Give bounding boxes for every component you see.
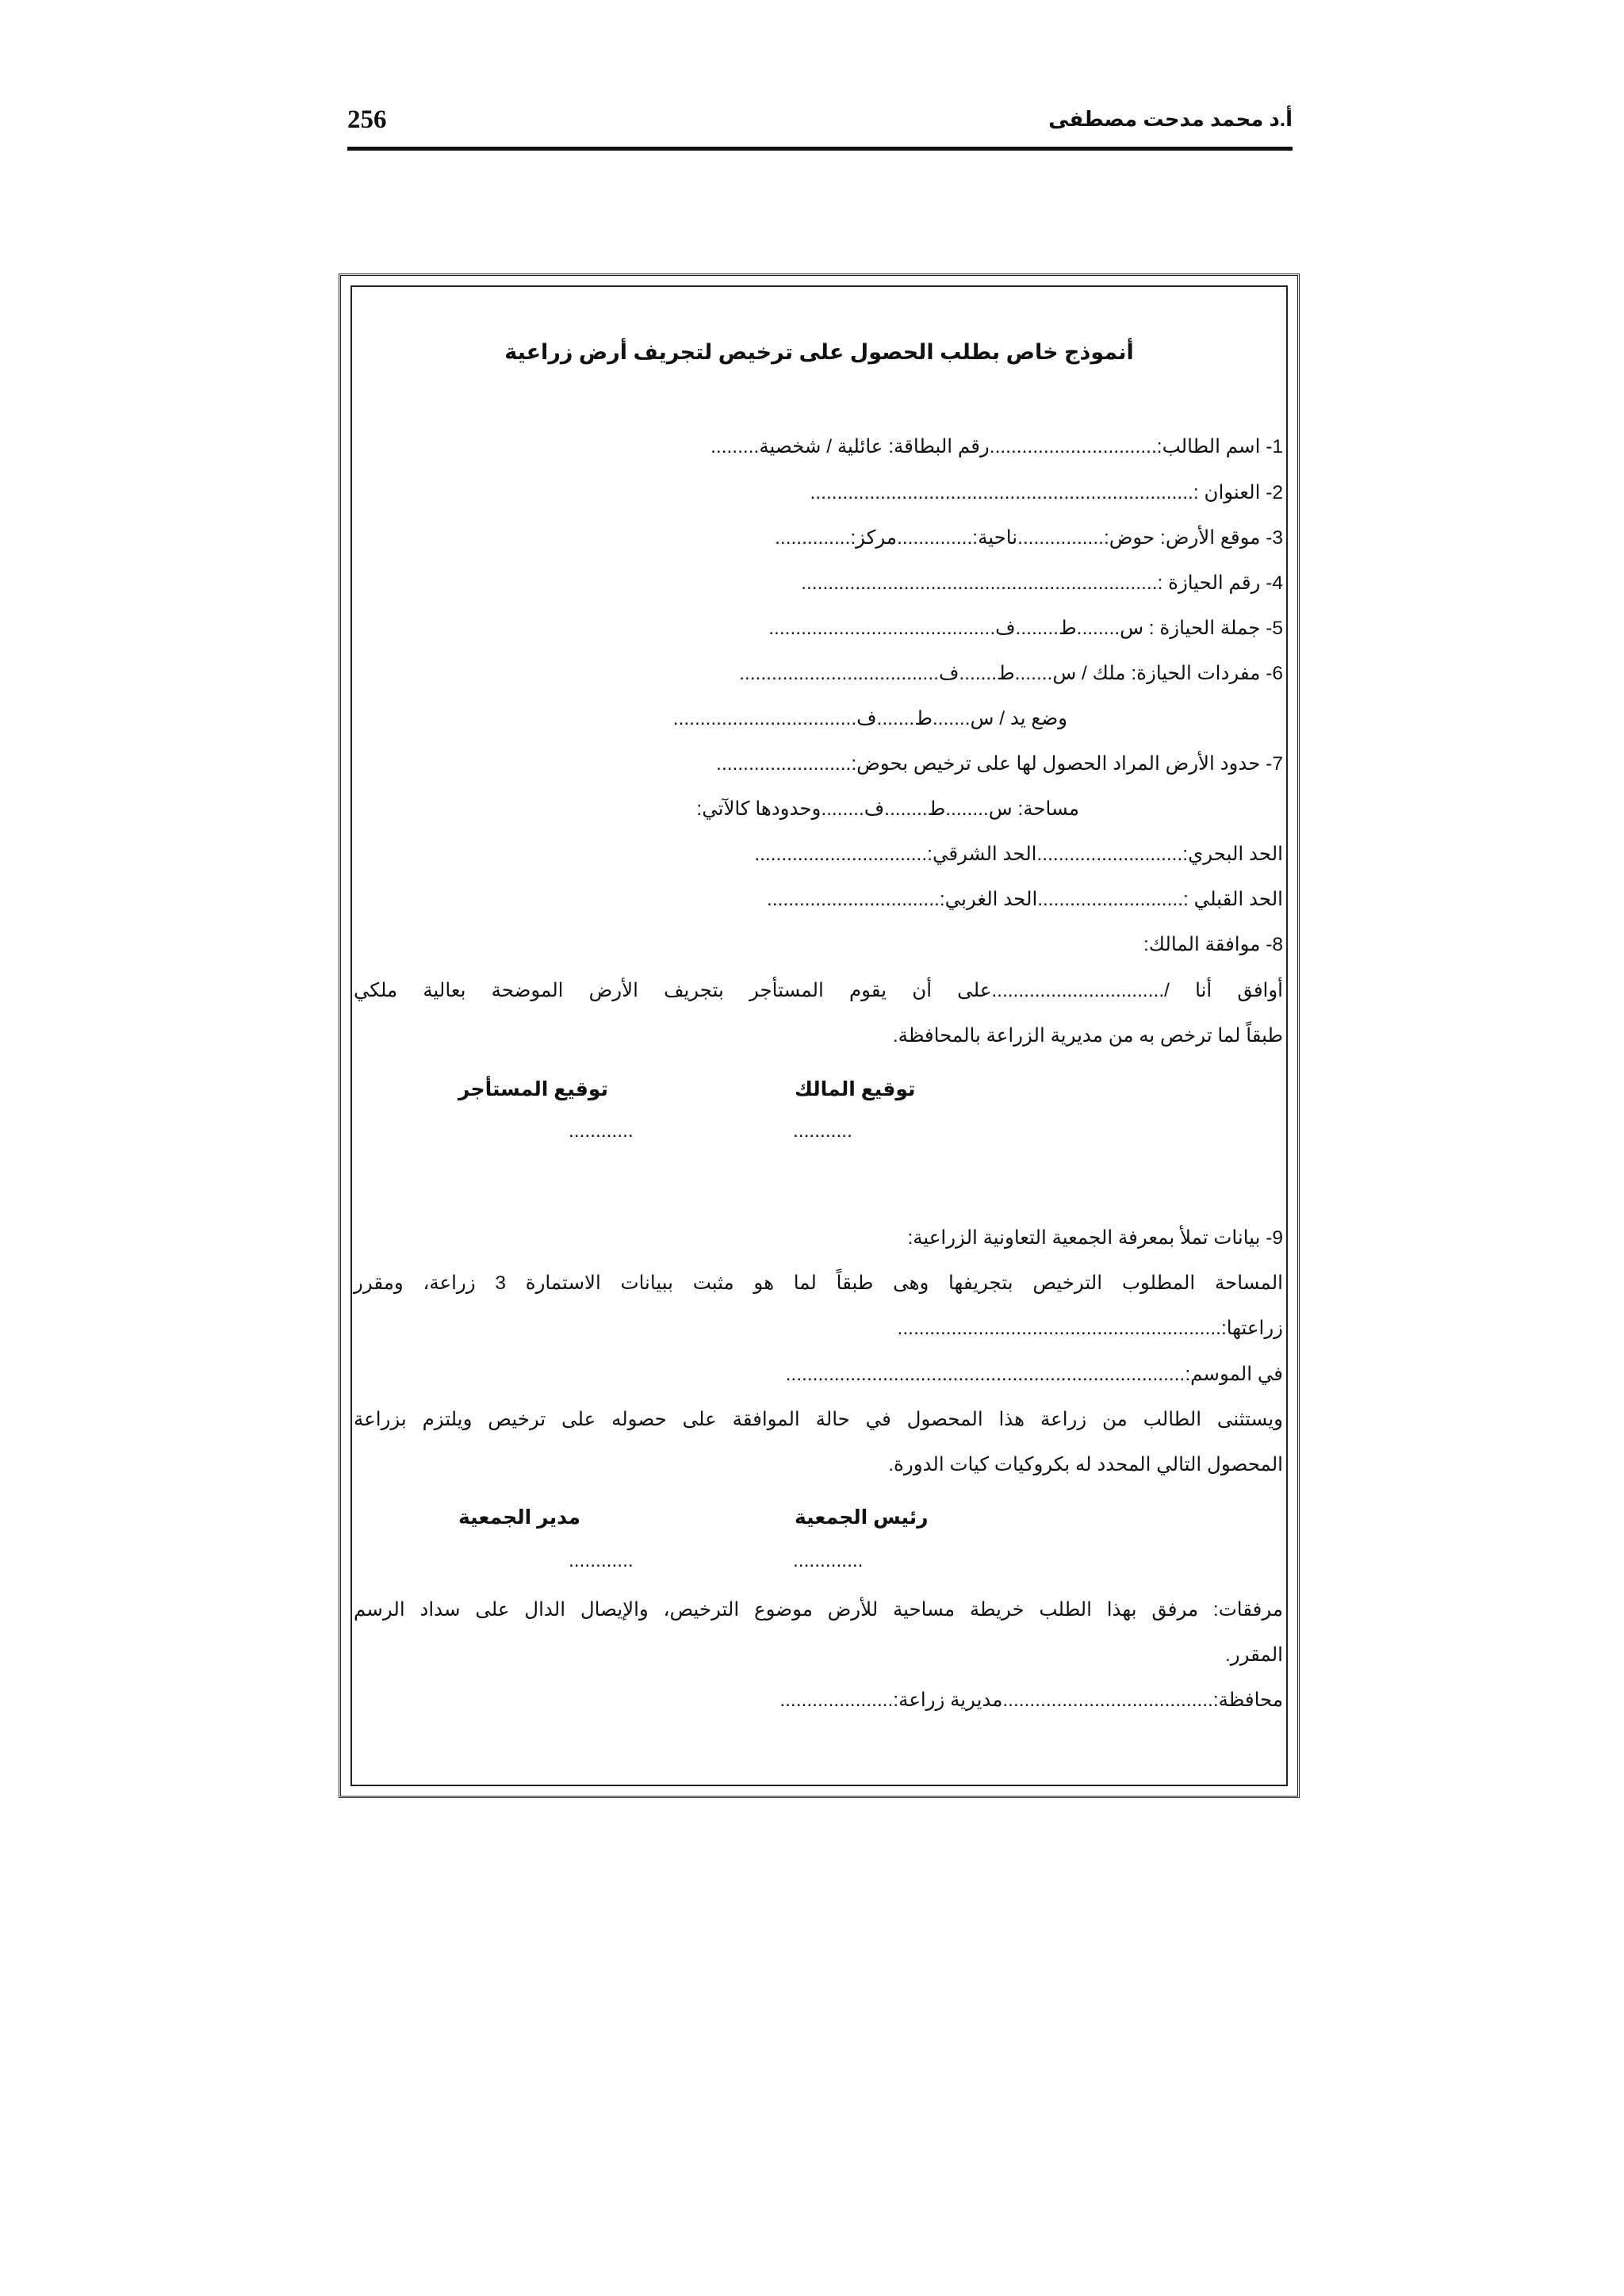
president-signature-line: ............. bbox=[793, 1550, 864, 1571]
field-applicant-name: 1- اسم الطالب:...............................رقم البطاقة: عائلية / شخصية......... bbox=[710, 436, 1283, 457]
field-land-boundaries: 7- حدود الأرض المراد الحصول لها على ترخيص بحوض:......................... bbox=[716, 753, 1283, 775]
attachments-line1: مرفقات: مرفق بهذا الطلب خريطة مساحية للأرض موضوع الترخيص، والإيصال الدال على سداد الرسم bbox=[354, 1599, 1283, 1621]
field-land-location: 3- موقع الأرض: حوض:................ناحية:..............مركز:.............. bbox=[775, 527, 1283, 549]
manager-signature-line: ............ bbox=[569, 1550, 634, 1571]
field-south-west-borders: الحد القبلي :...........................الحد الغربي:................................ bbox=[767, 889, 1283, 910]
cooperative-text-line2: زراعتها:............................................................ bbox=[897, 1318, 1283, 1339]
field-address: 2- العنوان :....................................................................... bbox=[810, 482, 1283, 503]
field-season: في الموسم:.......................................................................... bbox=[785, 1364, 1283, 1385]
form-title: أنموذج خاص بطلب الحصول على ترخيص لتجريف أرض زراعية bbox=[504, 340, 1134, 364]
cooperative-text-line4: المحصول التالي المحدد له بكروكيات كيات الدورة. bbox=[888, 1454, 1283, 1475]
form-frame bbox=[339, 274, 1300, 1798]
field-holding-items-possession: وضع يد / س.......ط.......ف.................................. bbox=[672, 708, 1067, 729]
manager-signature-label: مدير الجمعية bbox=[458, 1506, 581, 1529]
tenant-signature-line: ............ bbox=[569, 1120, 634, 1142]
field-area: مساحة: س........ط........ف........وحدودها كالآتي: bbox=[696, 798, 1079, 820]
author-name: أ.د محمد مدحت مصطفى bbox=[1048, 107, 1293, 131]
tenant-signature-label: توقيع المستأجر bbox=[458, 1078, 608, 1100]
owner-signature-line: ........... bbox=[793, 1120, 852, 1142]
field-north-east-borders: الحد البحري:...........................الحد الشرقي:................................ bbox=[754, 844, 1283, 865]
page-number: 256 bbox=[347, 105, 387, 134]
field-holding-total: 5- جملة الحيازة : س........ط........ف.......................................... bbox=[768, 618, 1283, 639]
owner-signature-label: توقيع المالك bbox=[795, 1078, 916, 1100]
section-owner-consent: 8- موافقة المالك: bbox=[1143, 934, 1283, 955]
running-header bbox=[347, 99, 1293, 151]
section-cooperative-data: 9- بيانات تملأ بمعرفة الجمعية التعاونية الزراعية: bbox=[907, 1227, 1283, 1249]
field-governorate: محافظة:.......................................مديرية زراعة:..................... bbox=[779, 1689, 1283, 1711]
field-holding-items-owned: 6- مفردات الحيازة: ملك / س.......ط.......ف..................................... bbox=[739, 663, 1283, 684]
cooperative-text-line1: المساحة المطلوب الترخيص بتجريفها وهى طبقاً لما هو مثبت ببيانات الاستمارة 3 زراعة، ومقرر bbox=[354, 1272, 1283, 1294]
consent-text-line2: طبقاً لما ترخص به من مديرية الزراعة بالمحافظة. bbox=[892, 1025, 1283, 1047]
attachments-line2: المقرر. bbox=[1225, 1644, 1283, 1666]
consent-text-line1: أوافق أنا /................................على أن يقوم المستأجر بتجريف الأرض الموضحة بعالية ملكي bbox=[354, 980, 1283, 1001]
president-signature-label: رئيس الجمعية bbox=[795, 1506, 929, 1529]
field-holding-number: 4- رقم الحيازة :.................................................................. bbox=[801, 572, 1283, 594]
cooperative-text-line3: ويستثنى الطالب من زراعة هذا المحصول في حالة الموافقة على حصوله على ترخيص ويلتزم بزراعة bbox=[354, 1409, 1284, 1430]
